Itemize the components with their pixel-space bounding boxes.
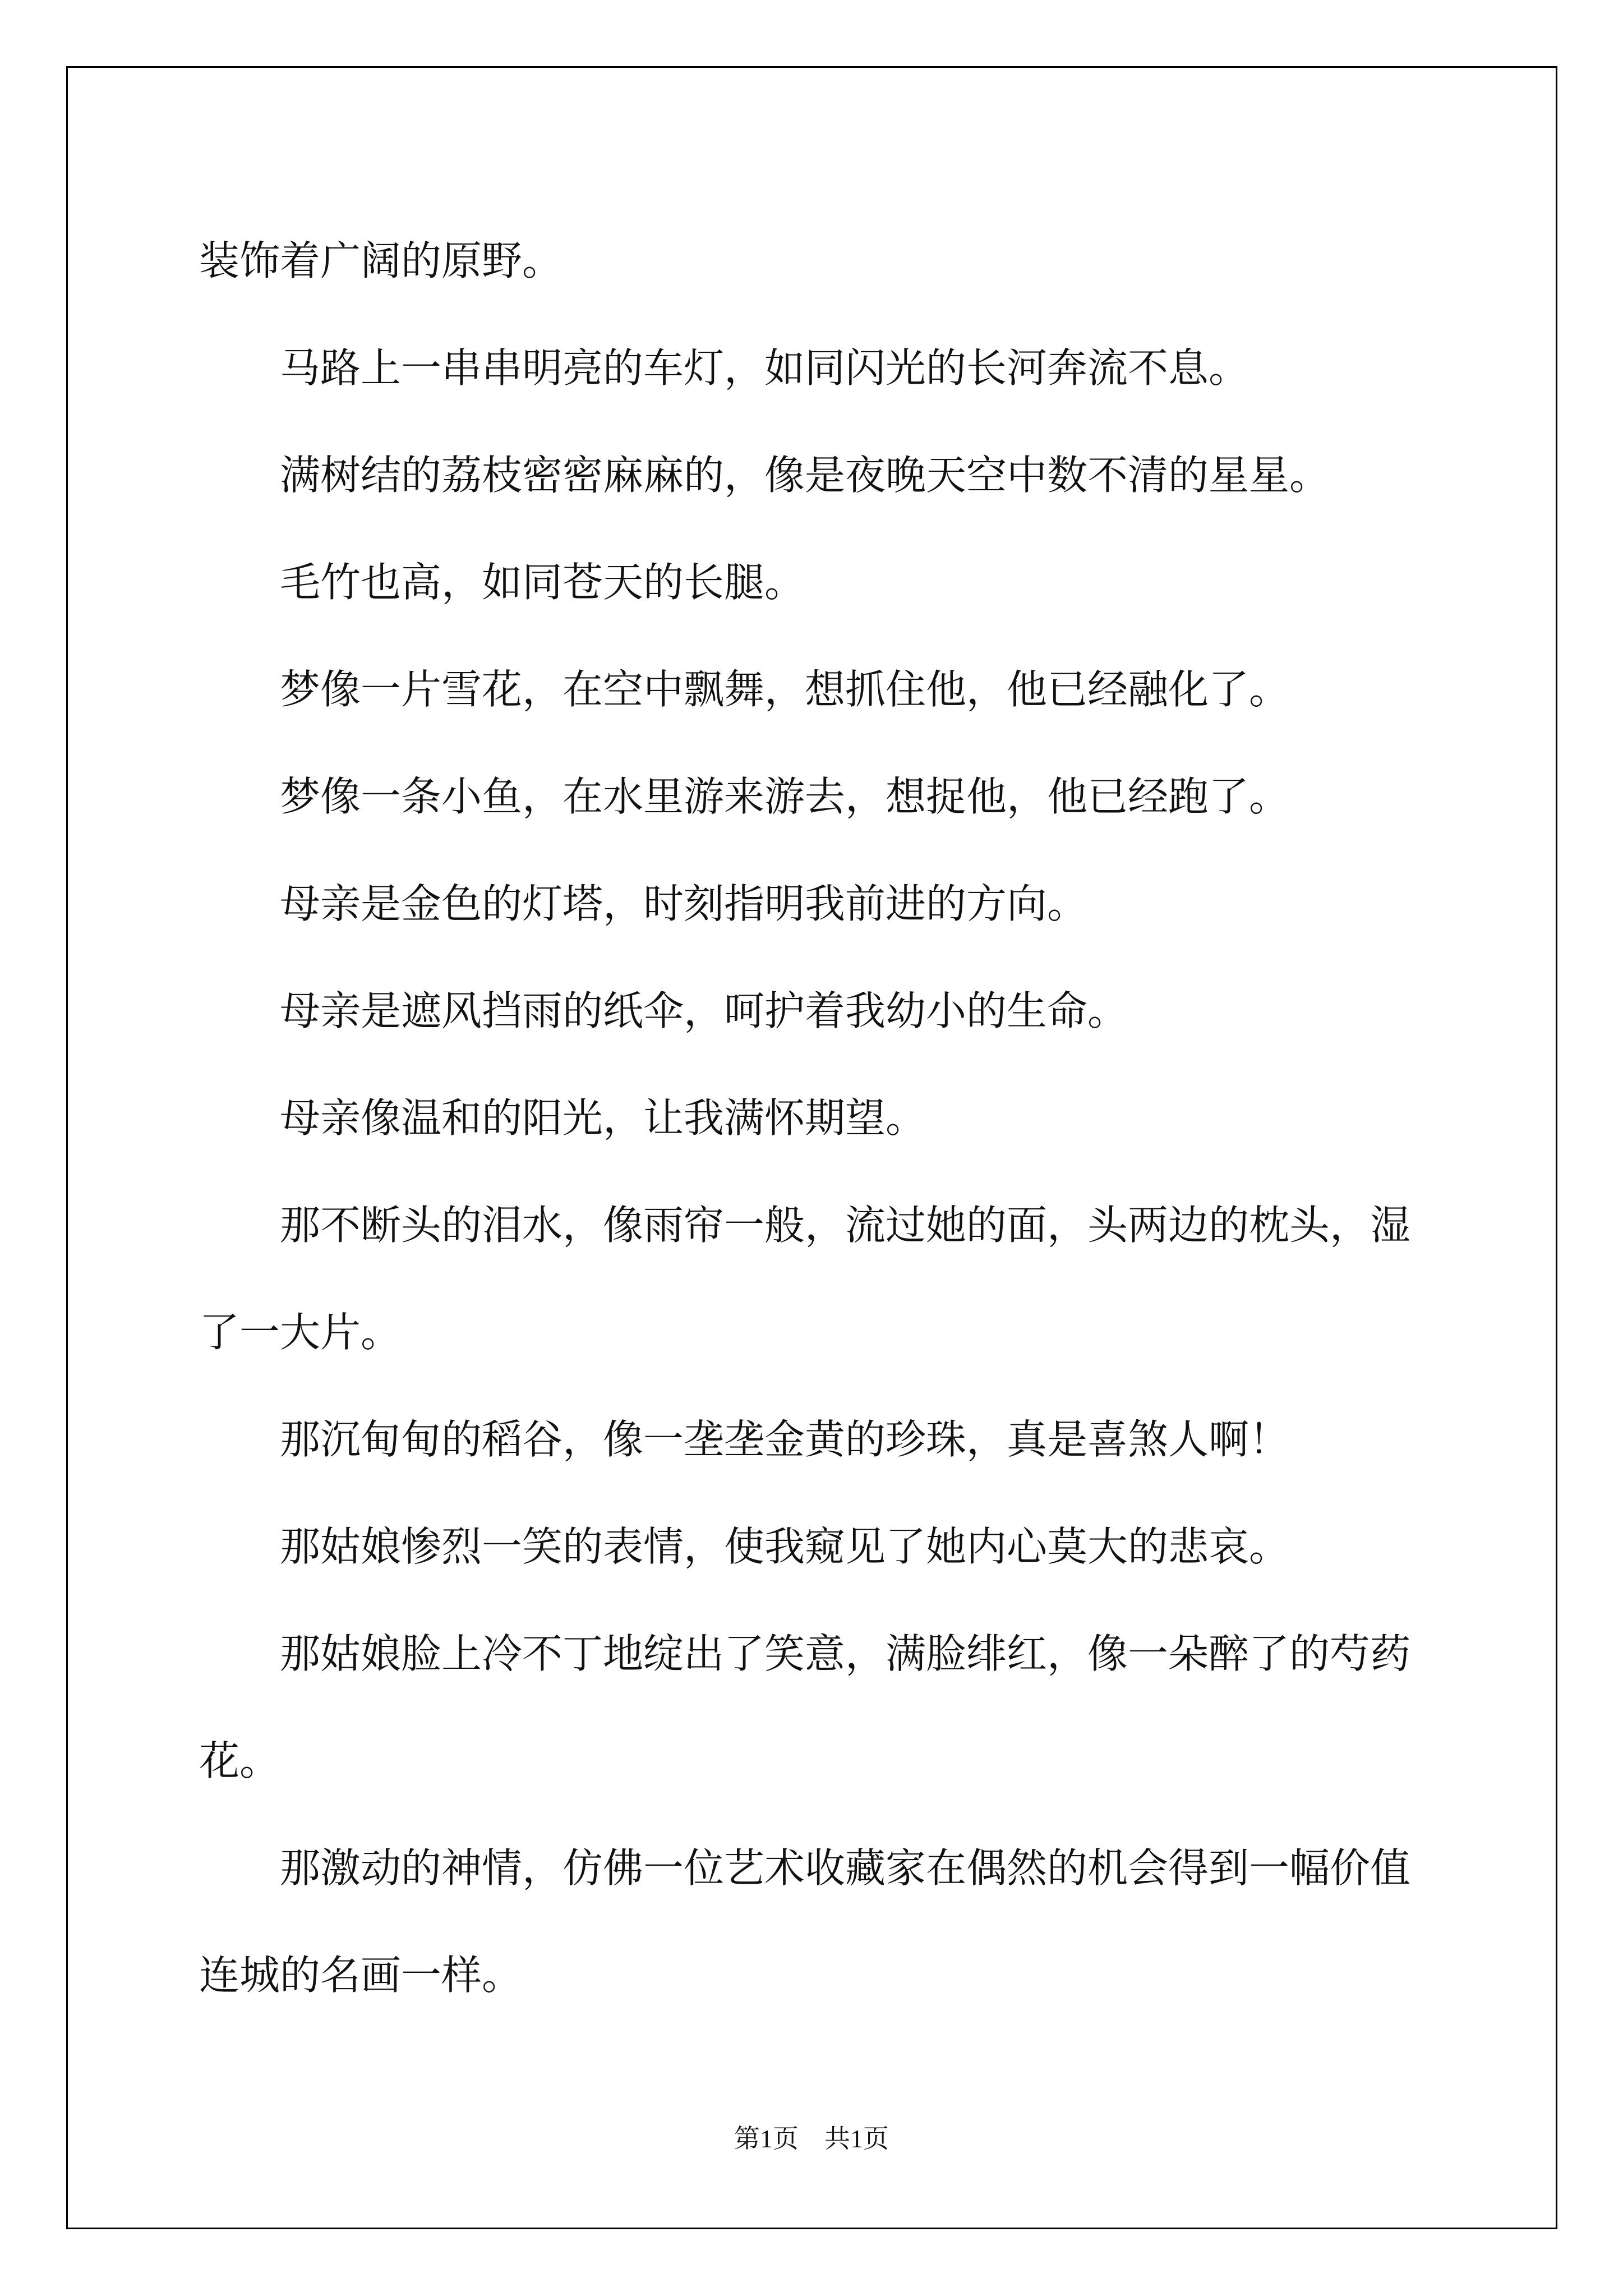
paragraph-5: 梦像一片雪花，在空中飘舞，想抓住他，他已经融化了。 bbox=[280, 666, 1290, 713]
paragraph-6: 梦像一条小鱼，在水里游来游去，想捉他，他已经跑了。 bbox=[280, 773, 1290, 820]
paragraph-3: 满树结的荔枝密密麻麻的，像是夜晚天空中数不清的星星。 bbox=[280, 452, 1330, 499]
paragraph-8: 母亲是遮风挡雨的纸伞，呵护着我幼小的生命。 bbox=[280, 987, 1128, 1034]
page-number-footer: 第1页 共1页 bbox=[734, 2124, 889, 2153]
document-body bbox=[199, 208, 1433, 2029]
paragraph-12: 那姑娘惨烈一笑的表情，使我窥见了她内心莫大的悲哀。 bbox=[280, 1523, 1290, 1570]
paragraph-2: 马路上一串串明亮的车灯，如同闪光的长河奔流不息。 bbox=[280, 344, 1249, 392]
paragraph-9: 母亲像温和的阳光，让我满怀期望。 bbox=[280, 1094, 926, 1142]
paragraph-1: 装饰着广阔的原野。 bbox=[199, 237, 563, 284]
paragraph-11: 那沉甸甸的稻谷，像一垄垄金黄的珍珠，真是喜煞人啊！ bbox=[280, 1416, 1290, 1463]
paragraph-10: 那不断头的泪水，像雨帘一般，流过她的面，头两边的枕头，湿了一大片。 bbox=[199, 1202, 1411, 1356]
paragraph-14: 那激动的神情，仿佛一位艺术收藏家在偶然的机会得到一幅价值连城的名画一样。 bbox=[199, 1844, 1411, 1999]
paragraph-7: 母亲是金色的灯塔，时刻指明我前进的方向。 bbox=[280, 880, 1088, 927]
paragraph-13: 那姑娘脸上冷不丁地绽出了笑意，满脸绯红，像一朵醉了的芍药花。 bbox=[199, 1630, 1411, 1784]
paragraph-4: 毛竹也高，如同苍天的长腿。 bbox=[280, 559, 805, 606]
